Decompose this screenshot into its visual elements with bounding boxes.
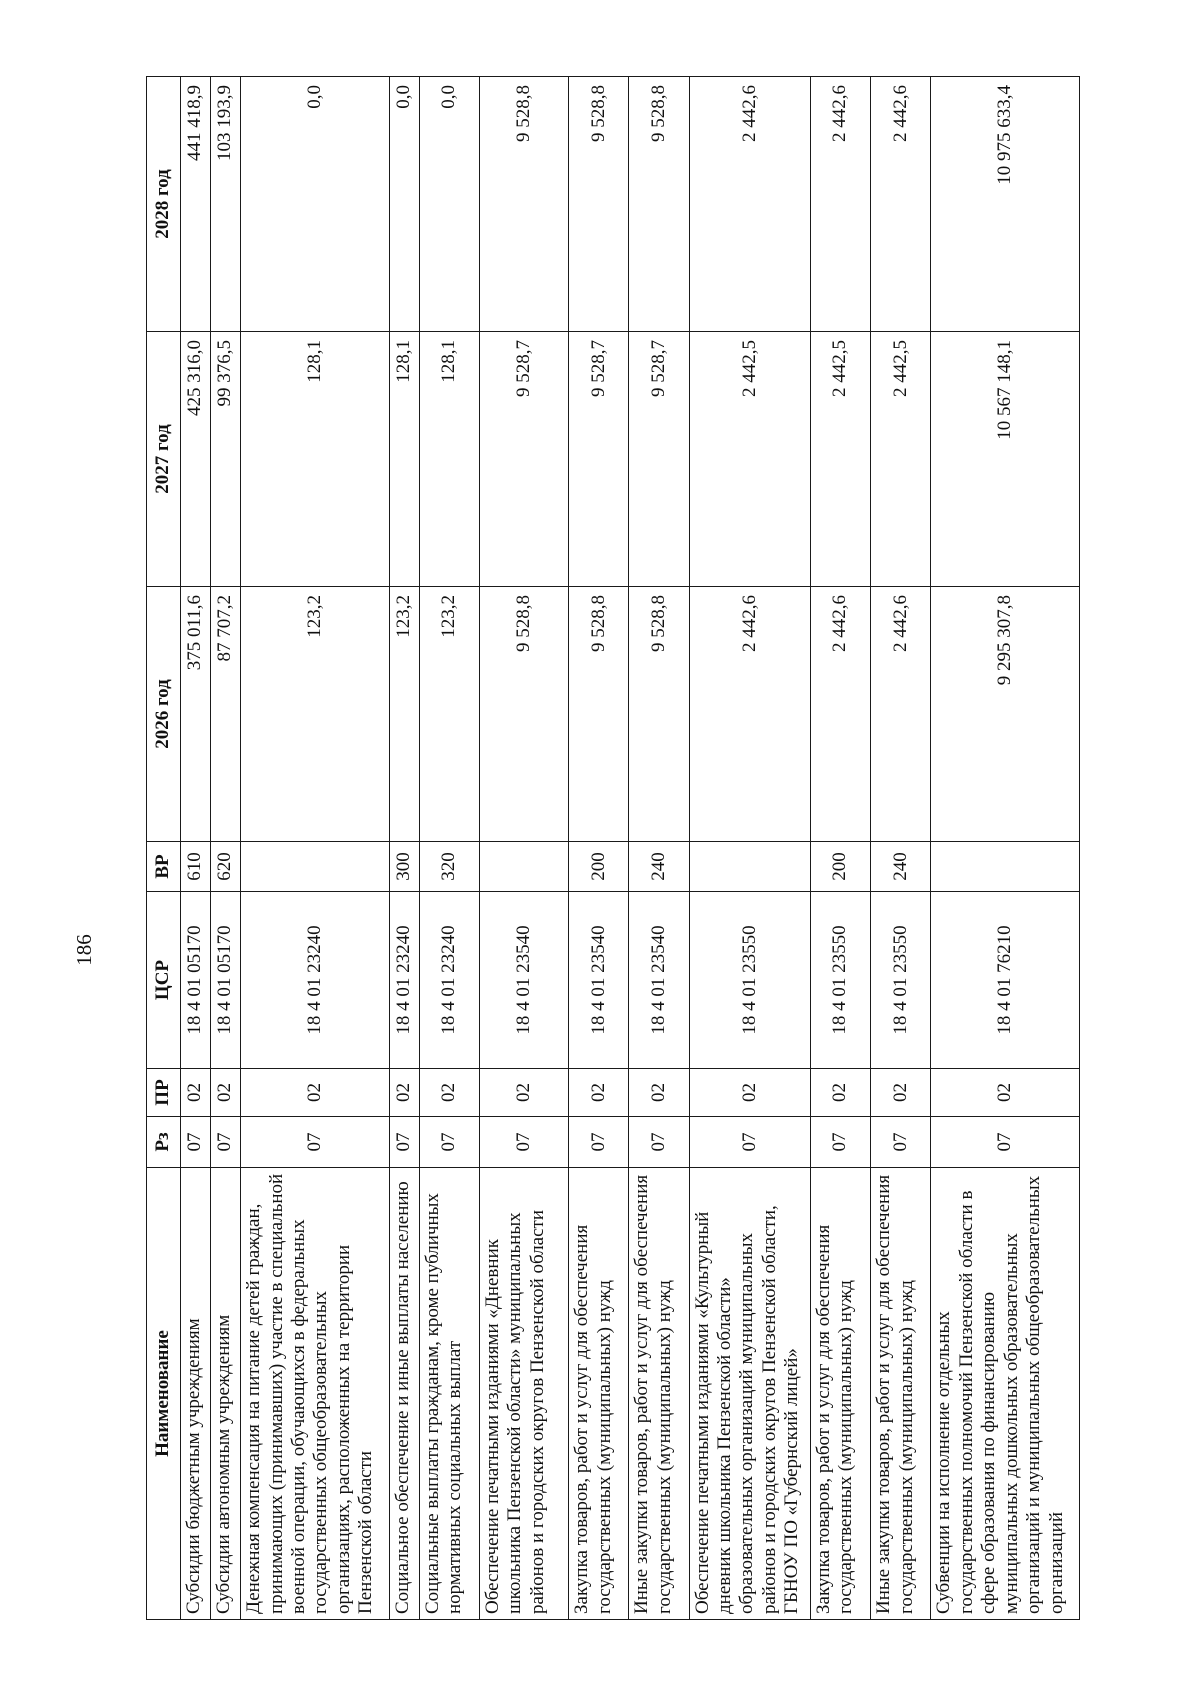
table-row [811,77,871,1620]
row-2027-cell: 128,1 [419,332,479,587]
row-pr-cell: 02 [181,1069,211,1117]
row-2027-cell: 128,1 [389,332,419,587]
row-csr-cell: 18 4 01 05170 [181,892,211,1069]
row-rz-cell: 07 [211,1117,241,1168]
row-pr-cell: 02 [689,1069,810,1117]
row-name-cell: Социальные выплаты гражданам, кроме публичных нормативных социальных выплат [419,1168,479,1620]
header-2028: 2028 год [147,77,181,332]
row-pr-cell: 02 [241,1069,389,1117]
row-2026-cell: 375 011,6 [181,587,211,842]
row-csr-cell: 18 4 01 23240 [419,892,479,1069]
row-vr-cell [689,842,810,892]
row-rz-cell: 07 [931,1117,1080,1168]
row-2026-cell: 9 295 307,8 [931,587,1080,842]
row-2028-cell: 10 975 633,4 [931,77,1080,332]
row-pr-cell: 02 [871,1069,931,1117]
row-rz-cell: 07 [479,1117,568,1168]
row-2027-cell: 2 442,5 [871,332,931,587]
table-row [419,77,479,1620]
row-pr-cell: 02 [479,1069,568,1117]
row-rz-cell: 07 [811,1117,871,1168]
row-2027-cell: 9 528,7 [629,332,689,587]
table-row [931,77,1080,1620]
row-name-cell: Денежная компенсация на питание детей граждан, принимающих (принимавших) участие в специальной военной операции, обучающихся в федеральных государственных общеобразовательных организациях, расположенных на территории Пензенской области [241,1168,389,1620]
row-csr-cell: 18 4 01 23550 [811,892,871,1069]
row-2027-cell: 9 528,7 [479,332,568,587]
row-pr-cell: 02 [629,1069,689,1117]
row-2027-cell: 2 442,5 [811,332,871,587]
row-pr-cell: 02 [389,1069,419,1117]
table-row [241,77,389,1620]
row-rz-cell: 07 [419,1117,479,1168]
row-2026-cell: 87 707,2 [211,587,241,842]
row-vr-cell [241,842,389,892]
row-name-cell: Субсидии автономным учреждениям [211,1168,241,1620]
row-2027-cell: 9 528,7 [569,332,629,587]
row-csr-cell: 18 4 01 23540 [629,892,689,1069]
row-pr-cell: 02 [419,1069,479,1117]
row-name-cell: Субсидии бюджетным учреждениям [181,1168,211,1620]
row-pr-cell: 02 [569,1069,629,1117]
table-header-row [147,77,181,1620]
row-2026-cell: 2 442,6 [871,587,931,842]
table-row [181,77,211,1620]
row-2027-cell: 10 567 148,1 [931,332,1080,587]
row-vr-cell: 240 [871,842,931,892]
table-row [389,77,419,1620]
row-2027-cell: 2 442,5 [689,332,810,587]
row-rz-cell: 07 [569,1117,629,1168]
row-2026-cell: 123,2 [389,587,419,842]
header-pr: ПР [147,1069,181,1117]
row-rz-cell: 07 [389,1117,419,1168]
row-2028-cell: 0,0 [389,77,419,332]
row-2026-cell: 9 528,8 [569,587,629,842]
row-vr-cell: 300 [389,842,419,892]
row-csr-cell: 18 4 01 05170 [211,892,241,1069]
row-csr-cell: 18 4 01 23540 [569,892,629,1069]
header-rz: Рз [147,1117,181,1168]
row-vr-cell: 610 [181,842,211,892]
row-2028-cell: 0,0 [241,77,389,332]
row-2028-cell: 441 418,9 [181,77,211,332]
table-row [871,77,931,1620]
row-rz-cell: 07 [689,1117,810,1168]
row-vr-cell [479,842,568,892]
row-rz-cell: 07 [629,1117,689,1168]
row-vr-cell: 240 [629,842,689,892]
row-vr-cell: 200 [811,842,871,892]
row-csr-cell: 18 4 01 23550 [871,892,931,1069]
row-vr-cell: 620 [211,842,241,892]
row-vr-cell: 200 [569,842,629,892]
budget-table-container [146,77,1080,1620]
row-name-cell: Социальное обеспечение и иные выплаты населению [389,1168,419,1620]
row-2027-cell: 128,1 [241,332,389,587]
header-name: Наименование [147,1168,181,1620]
header-csr: ЦСР [147,892,181,1069]
row-pr-cell: 02 [811,1069,871,1117]
row-2026-cell: 2 442,6 [811,587,871,842]
row-name-cell: Закупка товаров, работ и услуг для обеспечения государственных (муниципальных) нужд [811,1168,871,1620]
row-2028-cell: 9 528,8 [569,77,629,332]
row-vr-cell: 320 [419,842,479,892]
row-name-cell: Обеспечение печатными изданиями «Культурный дневник школьника Пензенской области» образовательных организаций муниципальных районов и городских округов Пензенской области, ГБНОУ ПО «Губернский лицей» [689,1168,810,1620]
row-2028-cell: 9 528,8 [629,77,689,332]
row-rz-cell: 07 [181,1117,211,1168]
row-csr-cell: 18 4 01 23240 [241,892,389,1069]
header-2027: 2027 год [147,332,181,587]
row-2028-cell: 103 193,9 [211,77,241,332]
row-2026-cell: 2 442,6 [689,587,810,842]
table-row [629,77,689,1620]
row-rz-cell: 07 [241,1117,389,1168]
row-2028-cell: 2 442,6 [871,77,931,332]
row-2026-cell: 9 528,8 [479,587,568,842]
row-2026-cell: 123,2 [419,587,479,842]
row-2027-cell: 99 376,5 [211,332,241,587]
row-csr-cell: 18 4 01 23240 [389,892,419,1069]
row-pr-cell: 02 [211,1069,241,1117]
table-row [479,77,568,1620]
header-2026: 2026 год [147,587,181,842]
row-csr-cell: 18 4 01 76210 [931,892,1080,1069]
row-name-cell: Иные закупки товаров, работ и услуг для обеспечения государственных (муниципальных) нужд [871,1168,931,1620]
table-row [689,77,810,1620]
row-2026-cell: 9 528,8 [629,587,689,842]
page-number: 186 [72,934,96,966]
row-rz-cell: 07 [871,1117,931,1168]
row-2028-cell: 2 442,6 [689,77,810,332]
row-2028-cell: 9 528,8 [479,77,568,332]
row-name-cell: Иные закупки товаров, работ и услуг для обеспечения государственных (муниципальных) нужд [629,1168,689,1620]
row-vr-cell [931,842,1080,892]
row-name-cell: Закупка товаров, работ и услуг для обеспечения государственных (муниципальных) нужд [569,1168,629,1620]
row-csr-cell: 18 4 01 23550 [689,892,810,1069]
row-csr-cell: 18 4 01 23540 [479,892,568,1069]
row-pr-cell: 02 [931,1069,1080,1117]
budget-table [146,76,1080,1620]
row-2028-cell: 2 442,6 [811,77,871,332]
header-vr: ВР [147,842,181,892]
row-2028-cell: 0,0 [419,77,479,332]
row-2026-cell: 123,2 [241,587,389,842]
row-name-cell: Субвенции на исполнение отдельных государственных полномочий Пензенской области в сфере образования по финансированию муниципальных дошкольных образовательных организаций и муниципальных общеобразовательных организаций [931,1168,1080,1620]
table-row [211,77,241,1620]
table-row [569,77,629,1620]
row-name-cell: Обеспечение печатными изданиями «Дневник школьника Пензенской области» муниципальных районов и городских округов Пензенской области [479,1168,568,1620]
row-2027-cell: 425 316,0 [181,332,211,587]
